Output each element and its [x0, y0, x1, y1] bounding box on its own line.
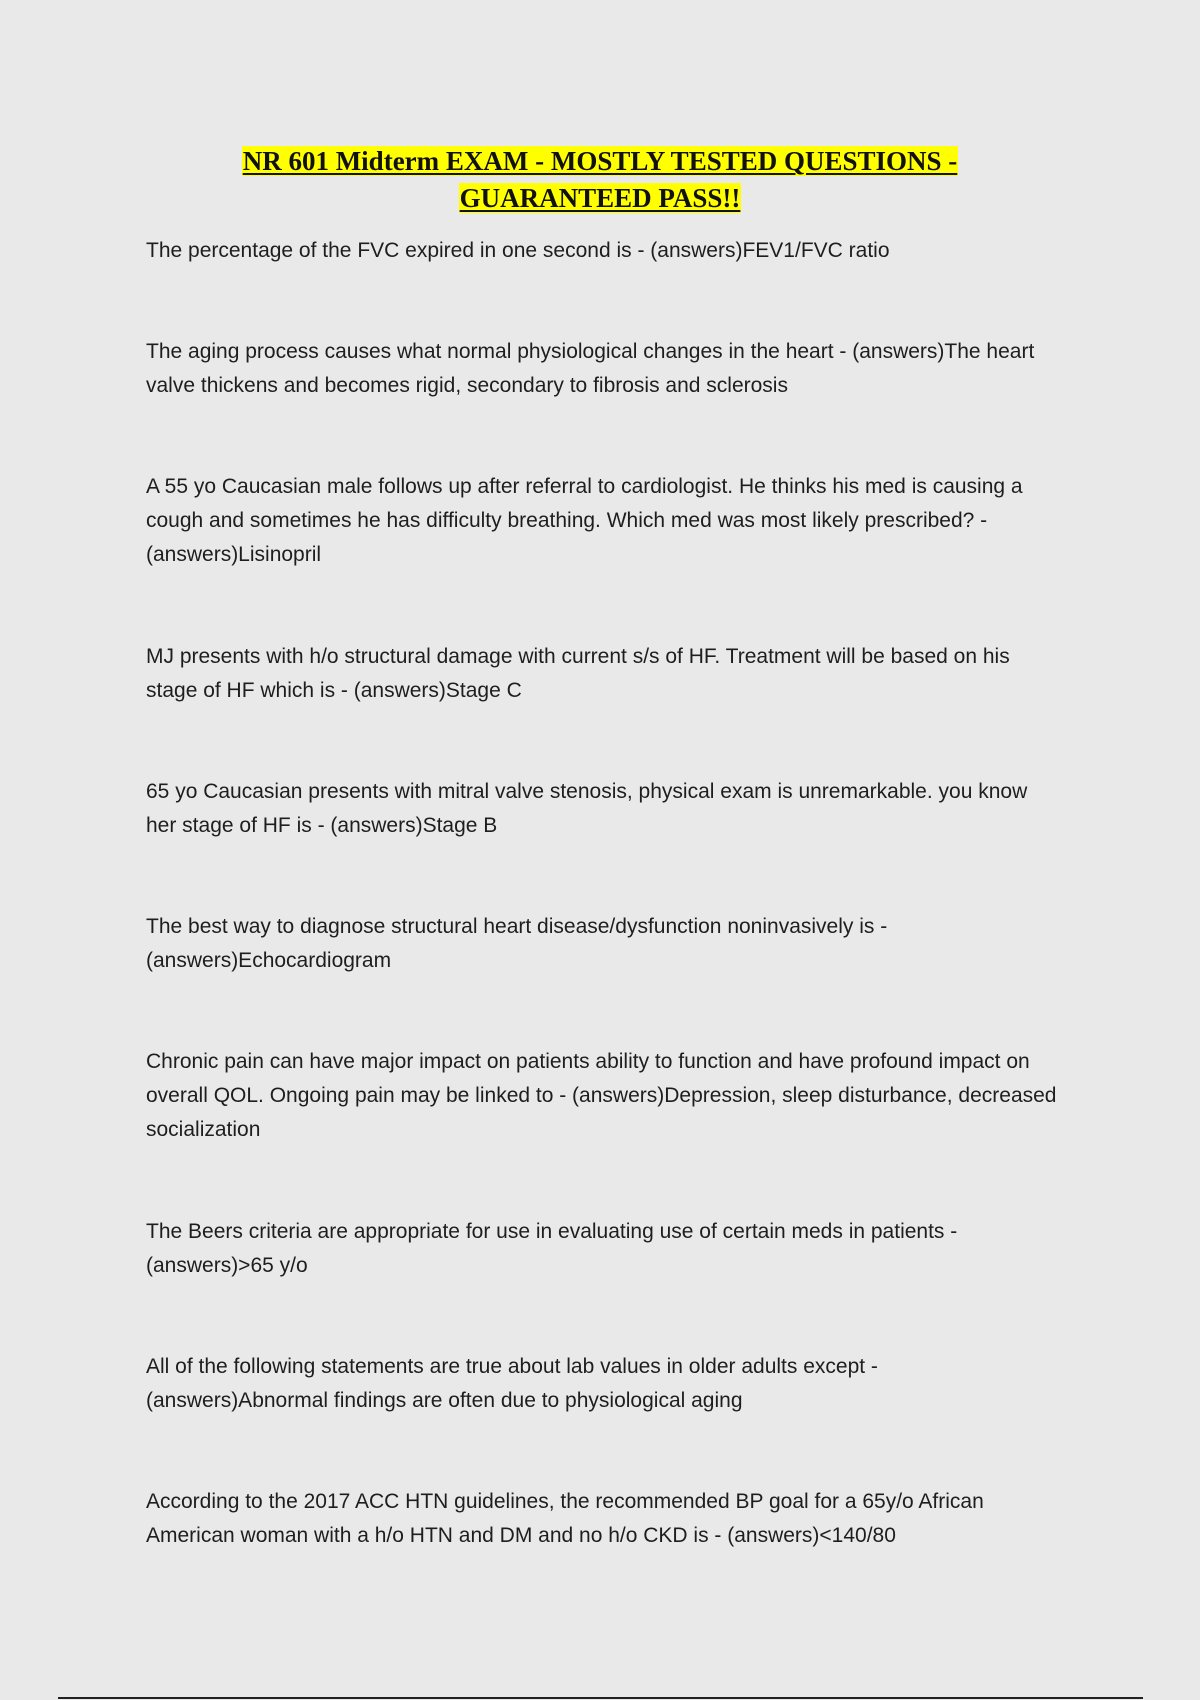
document-title-line-1: NR 601 Midterm EXAM - MOSTLY TESTED QUESTIONS -: [242, 146, 958, 176]
question-item: The best way to diagnose structural heart disease/dysfunction noninvasively is - (answers)Echocardiogram: [146, 915, 888, 972]
question-item: The percentage of the FVC expired in one second is - (answers)FEV1/FVC ratio: [146, 239, 890, 262]
question-item: The aging process causes what normal physiological changes in the heart - (answers)The heart valve thickens and becomes rigid, secondary to fibrosis and sclerosis: [146, 340, 1035, 397]
question-item: According to the 2017 ACC HTN guidelines, the recommended BP goal for a 65y/o African American woman with a h/o HTN and DM and no h/o CKD is - (answers)<140/80: [146, 1490, 984, 1547]
question-item: A 55 yo Caucasian male follows up after referral to cardiologist. He thinks his med is causing a cough and sometimes he has difficulty breathing. Which med was most likely prescribed? - (answers)Lisinopril: [146, 475, 1023, 566]
question-item: MJ presents with h/o structural damage with current s/s of HF. Treatment will be based on his stage of HF which is - (answers)Stage C: [146, 645, 1010, 702]
question-item: 65 yo Caucasian presents with mitral valve stenosis, physical exam is unremarkable. you know her stage of HF is - (answers)Stage B: [146, 780, 1028, 837]
footer-divider: [58, 1697, 1143, 1699]
question-item: Chronic pain can have major impact on patients ability to function and have profound impact on overall QOL. Ongoing pain may be linked to - (answers)Depression, sleep disturbance, decreased socialization: [146, 1050, 1057, 1141]
document-title-line-2: GUARANTEED PASS!!: [459, 183, 741, 213]
question-item: The Beers criteria are appropriate for use in evaluating use of certain meds in patients - (answers)>65 y/o: [146, 1220, 958, 1277]
document-title: [145, 143, 1055, 217]
question-item: All of the following statements are true about lab values in older adults except - (answers)Abnormal findings are often due to physiological aging: [146, 1355, 878, 1412]
